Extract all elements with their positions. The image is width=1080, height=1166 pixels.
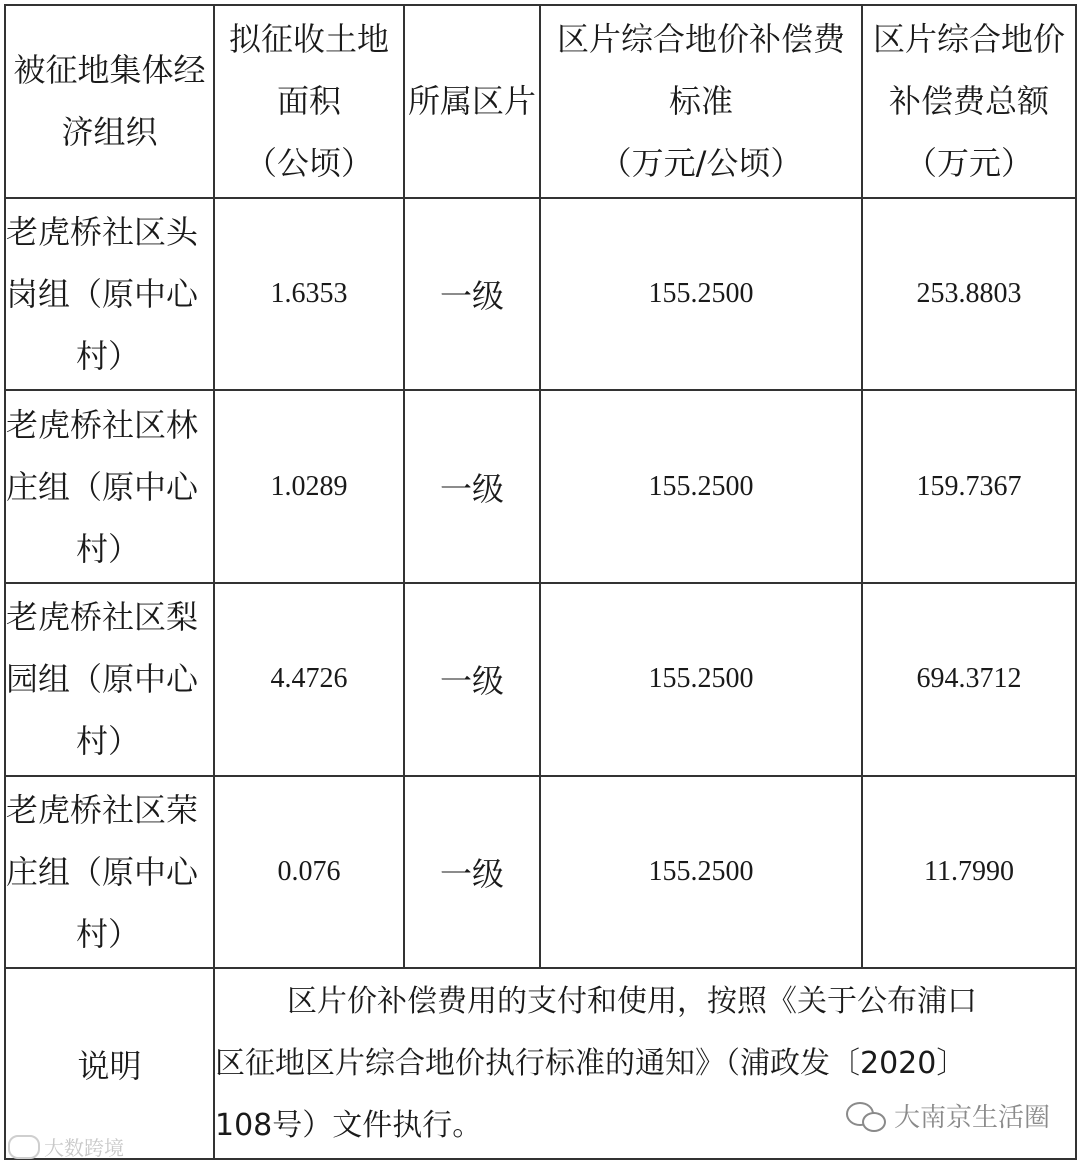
header-district: 所属区片 [404,5,540,198]
watermark-right [846,1097,1050,1134]
table-row [5,390,1076,583]
district-level: 一级 [404,583,540,776]
watermark-logo-icon [8,1135,40,1159]
table-row [5,198,1076,391]
district-level: 一级 [404,390,540,583]
collective-org-name: 老虎桥社区林 庄组（原中心 村） [5,390,214,583]
collective-org-name: 老虎桥社区梨 园组（原中心 村） [5,583,214,776]
total-value: 159.7367 [862,390,1076,583]
total-value: 253.8803 [862,198,1076,391]
land-area-value: 0.076 [214,776,404,969]
standard-value: 155.2500 [540,583,862,776]
collective-org-name: 老虎桥社区荣 庄组（原中心 村） [5,776,214,969]
standard-value: 155.2500 [540,390,862,583]
wechat-icon [846,1100,886,1132]
standard-value: 155.2500 [540,198,862,391]
land-area-value: 1.0289 [214,390,404,583]
note-line: 108号）文件执行。 [215,1107,483,1143]
land-area-value: 1.6353 [214,198,404,391]
land-area-value: 4.4726 [214,583,404,776]
total-value: 694.3712 [862,583,1076,776]
table-row [5,776,1076,969]
header-land-area: 拟征收土地 面积 （公顷） [214,5,404,198]
total-value: 11.7990 [862,776,1076,969]
table-row [5,583,1076,776]
table-header-row [5,5,1076,198]
district-level: 一级 [404,776,540,969]
watermark-left [8,1132,124,1161]
standard-value: 155.2500 [540,776,862,969]
land-compensation-table [4,4,1077,1160]
watermark-left-text: 大数跨境 [44,1136,124,1160]
note-line: 区征地区片综合地价执行标准的通知》（浦政发〔2020〕 [215,1045,967,1081]
header-compensation-total: 区片综合地价 补偿费总额 （万元） [862,5,1076,198]
header-collective-org: 被征地集体经 济组织 [5,5,214,198]
district-level: 一级 [404,198,540,391]
note-line: 区片价补偿费用的支付和使用，按照《关于公布浦口 [287,983,977,1019]
collective-org-name: 老虎桥社区头 岗组（原中心 村） [5,198,214,391]
note-label: 说明 [5,968,214,1159]
header-compensation-standard: 区片综合地价补偿费 标准 （万元/公顷） [540,5,862,198]
watermark-right-text: 大南京生活圈 [893,1103,1050,1133]
